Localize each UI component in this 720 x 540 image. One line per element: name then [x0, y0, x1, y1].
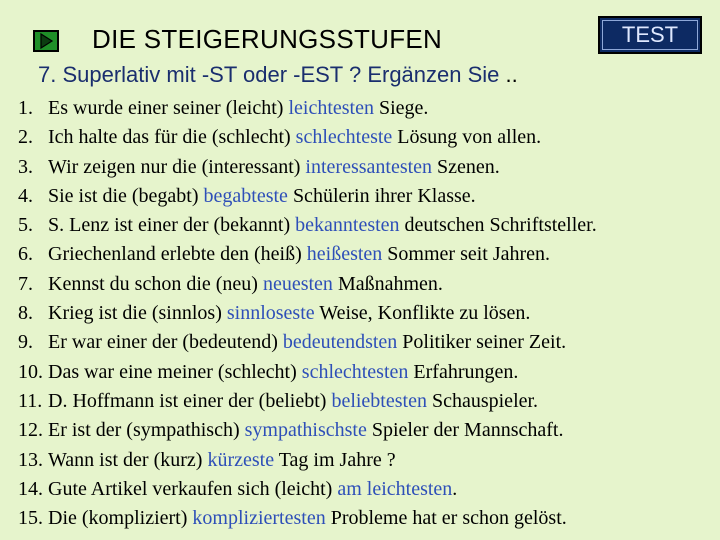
exercise-answer: bedeutendsten — [282, 331, 398, 354]
exercise-text: Schauspieler. — [426, 389, 539, 412]
exercise-text: Spieler der Mannschaft. — [366, 419, 564, 442]
exercise-answer: interessantesten — [305, 155, 433, 178]
exercise-text: Krieg ist die (sinnlos) — [48, 302, 227, 325]
exercise-text: Sie ist die (begabt) — [48, 184, 204, 207]
exercise-text: Siege. — [373, 97, 429, 119]
exercise-number: 10. — [18, 360, 43, 383]
exercise-number: 1. — [18, 97, 33, 119]
exercise-number: 11. — [18, 389, 43, 412]
exercise-text: D. Hoffmann ist einer der (beliebt) — [48, 389, 332, 412]
exercise-text: Lösung von allen. — [392, 126, 542, 149]
exercise-text: Die (kompliziert) — [48, 507, 193, 530]
exercise-number: 12. — [18, 419, 43, 442]
exercise-item — [18, 270, 718, 299]
exercise-text: S. Lenz ist einer der (bekannt) — [48, 214, 296, 237]
exercise-text: Das war eine meiner (schlecht) — [48, 360, 302, 383]
exercise-number: 7. — [18, 272, 33, 295]
exercise-number: 9. — [18, 331, 33, 354]
instruction-text: 7. Superlativ mit -ST oder -EST ? Ergänzen Sie — [38, 62, 500, 87]
exercise-answer: neuesten — [262, 272, 333, 295]
exercise-item — [18, 123, 718, 152]
exercise-number: 5. — [18, 214, 33, 237]
exercise-answer: leichtesten — [288, 97, 374, 119]
exercise-text: Wann ist der (kurz) — [48, 448, 208, 471]
exercise-text: Es wurde einer seiner (leicht) — [48, 97, 289, 119]
exercise-text: Politiker seiner Zeit. — [397, 331, 567, 354]
exercise-item — [18, 94, 718, 123]
exercise-text: deutschen Schriftsteller. — [399, 214, 597, 237]
exercise-text: Tag im Jahre ? — [274, 448, 396, 471]
exercise-answer: schlechteste — [295, 126, 393, 149]
instruction-dots: .. — [505, 62, 518, 87]
exercise-number: 4. — [18, 184, 33, 207]
exercise-number: 2. — [18, 126, 33, 149]
exercise-answer: beliebtesten — [331, 389, 427, 412]
exercise-answer: sympathischste — [244, 419, 367, 442]
exercise-text: Gute Artikel verkaufen sich (leicht) — [48, 477, 338, 500]
exercise-list — [18, 94, 718, 533]
exercise-item — [18, 387, 718, 416]
exercise-answer: am leichtesten — [337, 477, 453, 500]
exercise-text: Sommer seit Jahren. — [382, 243, 551, 266]
exercise-answer: heißesten — [306, 243, 383, 266]
exercise-item — [18, 358, 718, 387]
exercise-text: Kennst du schon die (neu) — [48, 272, 263, 295]
exercise-item — [18, 153, 718, 182]
exercise-text: Griechenland erlebte den (heiß) — [48, 243, 307, 266]
exercise-number: 13. — [18, 448, 43, 471]
exercise-item — [18, 416, 718, 445]
exercise-text: . — [452, 477, 458, 500]
exercise-item — [18, 240, 718, 269]
exercise-answer: kompliziertesten — [192, 507, 326, 530]
play-icon — [38, 33, 54, 49]
exercise-text: Erfahrungen. — [408, 360, 519, 383]
exercise-text: Szenen. — [432, 155, 500, 178]
exercise-text: Er ist der (sympathisch) — [48, 419, 245, 442]
exercise-number: 14. — [18, 477, 43, 500]
exercise-answer: sinnloseste — [226, 302, 315, 325]
exercise-text: Er war einer der (bedeutend) — [48, 331, 283, 354]
exercise-answer: kürzeste — [207, 448, 275, 471]
exercise-answer: begabteste — [203, 184, 288, 207]
exercise-instruction — [38, 62, 518, 88]
test-button[interactable]: TEST — [598, 16, 702, 54]
exercise-item — [18, 328, 718, 357]
exercise-item — [18, 504, 718, 533]
exercise-answer: bekanntesten — [295, 214, 400, 237]
page-title: DIE STEIGERUNGSSTUFEN — [92, 24, 443, 54]
play-button[interactable] — [33, 30, 59, 52]
exercise-item — [18, 182, 718, 211]
exercise-number: 15. — [18, 507, 43, 530]
exercise-item — [18, 211, 718, 240]
exercise-text: Weise, Konflikte zu lösen. — [314, 302, 531, 325]
exercise-answer: schlechtesten — [301, 360, 409, 383]
exercise-item — [18, 299, 718, 328]
exercise-number: 3. — [18, 155, 33, 178]
exercise-number: 6. — [18, 243, 33, 266]
exercise-number: 8. — [18, 302, 33, 325]
exercise-text: Probleme hat er schon gelöst. — [325, 507, 567, 530]
exercise-item — [18, 475, 718, 504]
exercise-text: Ich halte das für die (schlecht) — [48, 126, 296, 149]
exercise-text: Maßnahmen. — [332, 272, 443, 295]
exercise-text: Schülerin ihrer Klasse. — [287, 184, 476, 207]
exercise-item — [18, 446, 718, 475]
exercise-text: Wir zeigen nur die (interessant) — [48, 155, 306, 178]
